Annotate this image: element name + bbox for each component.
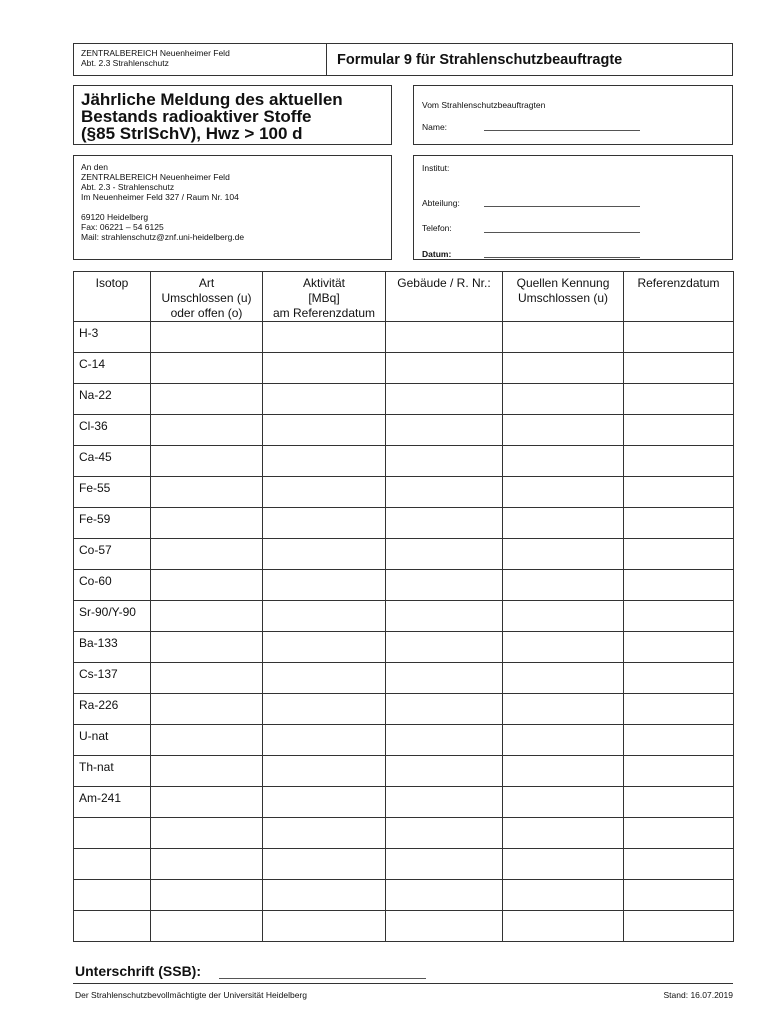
entry-cell[interactable]	[624, 384, 734, 415]
header-form-title-box	[326, 43, 733, 76]
entry-cell[interactable]	[624, 818, 734, 849]
entry-cell[interactable]	[503, 880, 624, 911]
entry-cell[interactable]	[624, 570, 734, 601]
isotope-cell: Th-nat	[74, 756, 151, 787]
column-header	[263, 272, 386, 322]
entry-cell[interactable]	[151, 415, 263, 446]
table-row	[74, 756, 734, 787]
isotope-cell: Ra-226	[74, 694, 151, 725]
column-header	[386, 272, 503, 322]
table-row	[74, 725, 734, 756]
entry-cell[interactable]	[503, 477, 624, 508]
column-header-line: Umschlossen (u)	[161, 291, 252, 305]
entry-cell[interactable]	[386, 570, 503, 601]
entry-cell[interactable]	[503, 539, 624, 570]
address-box	[73, 155, 392, 260]
table-row	[74, 477, 734, 508]
address-line5: 69120 Heidelberg	[81, 212, 149, 222]
title-line1: Jährliche Meldung des aktuellen	[81, 90, 343, 109]
address-line7: Mail: strahlenschutz@znf.uni-heidelberg.de	[81, 232, 245, 242]
table-row	[74, 322, 734, 353]
column-header-line: Quellen Kennung	[516, 276, 610, 290]
entry-cell[interactable]	[263, 570, 386, 601]
entry-cell[interactable]	[503, 446, 624, 477]
entry-cell[interactable]	[263, 601, 386, 632]
column-header-line: oder offen (o)	[170, 306, 243, 320]
entry-cell[interactable]	[624, 353, 734, 384]
address-line4: Im Neuenheimer Feld 327 / Raum Nr. 104	[81, 192, 239, 202]
from-label: Vom Strahlenschutzbeauftragten	[422, 100, 546, 110]
entry-cell[interactable]	[263, 818, 386, 849]
entry-cell[interactable]	[624, 539, 734, 570]
isotope-cell: Am-241	[74, 787, 151, 818]
isotope-table	[73, 271, 734, 942]
entry-cell[interactable]	[503, 508, 624, 539]
entry-cell[interactable]	[386, 477, 503, 508]
entry-cell[interactable]	[263, 694, 386, 725]
isotope-cell	[74, 911, 151, 942]
table-row	[74, 570, 734, 601]
datum-field[interactable]	[484, 257, 640, 258]
entry-cell[interactable]	[624, 880, 734, 911]
column-header	[74, 272, 151, 322]
entry-cell[interactable]	[151, 601, 263, 632]
entry-cell[interactable]	[624, 322, 734, 353]
entry-cell[interactable]	[263, 446, 386, 477]
entry-cell[interactable]	[624, 756, 734, 787]
entry-cell[interactable]	[386, 415, 503, 446]
entry-cell[interactable]	[151, 446, 263, 477]
column-header-line: Umschlossen (u)	[517, 291, 609, 305]
entry-cell[interactable]	[263, 880, 386, 911]
isotope-cell	[74, 818, 151, 849]
table-row	[74, 694, 734, 725]
entry-cell[interactable]	[263, 508, 386, 539]
from-box	[413, 85, 733, 145]
entry-cell[interactable]	[386, 911, 503, 942]
entry-cell[interactable]	[624, 911, 734, 942]
entry-cell[interactable]	[386, 322, 503, 353]
isotope-cell: Fe-55	[74, 477, 151, 508]
datum-label: Datum:	[422, 249, 452, 259]
column-header	[503, 272, 624, 322]
title-line2: Bestands radioaktiver Stoffe	[81, 107, 312, 126]
entry-cell[interactable]	[503, 849, 624, 880]
entry-cell[interactable]	[263, 725, 386, 756]
signature-label: Unterschrift (SSB):	[75, 963, 202, 979]
column-header-line: am Referenzdatum	[272, 306, 376, 320]
column-header	[151, 272, 263, 322]
entry-cell[interactable]	[386, 818, 503, 849]
entry-cell[interactable]	[503, 911, 624, 942]
entry-cell[interactable]	[624, 694, 734, 725]
entry-cell[interactable]	[151, 353, 263, 384]
entry-cell[interactable]	[263, 477, 386, 508]
entry-cell[interactable]	[151, 694, 263, 725]
entry-cell[interactable]	[386, 849, 503, 880]
entry-cell[interactable]	[386, 694, 503, 725]
column-header-line: [MBq]	[308, 291, 340, 305]
title-line3: (§85 StrlSchV), Hwz > 100 d	[81, 124, 303, 143]
isotope-cell: C-14	[74, 353, 151, 384]
entry-cell[interactable]	[263, 384, 386, 415]
entry-cell[interactable]	[624, 725, 734, 756]
entry-cell[interactable]	[151, 384, 263, 415]
entry-cell[interactable]	[386, 353, 503, 384]
entry-cell[interactable]	[624, 787, 734, 818]
header-org-line2: Abt. 2.3 Strahlenschutz	[81, 58, 169, 68]
entry-cell[interactable]	[386, 601, 503, 632]
telefon-label: Telefon:	[422, 223, 452, 233]
info-box	[413, 155, 733, 260]
table-row	[74, 911, 734, 942]
institut-label: Institut:	[422, 163, 450, 173]
entry-cell[interactable]	[386, 446, 503, 477]
isotope-cell: Cl-36	[74, 415, 151, 446]
entry-cell[interactable]	[624, 663, 734, 694]
entry-cell[interactable]	[263, 911, 386, 942]
entry-cell[interactable]	[386, 756, 503, 787]
column-header-line: Referenzdatum	[637, 276, 720, 290]
entry-cell[interactable]	[503, 384, 624, 415]
name-label: Name:	[422, 122, 448, 132]
entry-cell[interactable]	[624, 632, 734, 663]
address-line6: Fax: 06221 – 54 6125	[81, 222, 164, 232]
address-line3: Abt. 2.3 - Strahlenschutz	[81, 182, 175, 192]
isotope-cell: Ca-45	[74, 446, 151, 477]
entry-cell[interactable]	[503, 322, 624, 353]
isotope-cell: U-nat	[74, 725, 151, 756]
entry-cell[interactable]	[503, 570, 624, 601]
entry-cell[interactable]	[386, 663, 503, 694]
entry-cell[interactable]	[151, 322, 263, 353]
telefon-field[interactable]	[484, 232, 640, 233]
isotope-cell: Cs-137	[74, 663, 151, 694]
entry-cell[interactable]	[151, 849, 263, 880]
column-header	[624, 272, 734, 322]
table-row	[74, 818, 734, 849]
isotope-cell: Ba-133	[74, 632, 151, 663]
entry-cell[interactable]	[151, 880, 263, 911]
isotope-cell: Fe-59	[74, 508, 151, 539]
entry-cell[interactable]	[386, 539, 503, 570]
entry-cell[interactable]	[624, 601, 734, 632]
entry-cell[interactable]	[503, 725, 624, 756]
entry-cell[interactable]	[263, 787, 386, 818]
column-header-line: Art	[198, 276, 215, 290]
entry-cell[interactable]	[151, 911, 263, 942]
entry-cell[interactable]	[503, 663, 624, 694]
entry-cell[interactable]	[386, 725, 503, 756]
entry-cell[interactable]	[386, 632, 503, 663]
isotope-cell: Sr-90/Y-90	[74, 601, 151, 632]
entry-cell[interactable]	[151, 787, 263, 818]
table-row	[74, 663, 734, 694]
entry-cell[interactable]	[151, 570, 263, 601]
table-row	[74, 508, 734, 539]
entry-cell[interactable]	[151, 756, 263, 787]
header-org-line1: ZENTRALBEREICH Neuenheimer Feld	[81, 48, 230, 58]
column-header-line: Gebäude / R. Nr.:	[397, 276, 491, 290]
table-row	[74, 384, 734, 415]
isotope-cell	[74, 849, 151, 880]
entry-cell[interactable]	[624, 477, 734, 508]
title-box	[73, 85, 392, 145]
entry-cell[interactable]	[263, 849, 386, 880]
entry-cell[interactable]	[263, 756, 386, 787]
table-row	[74, 415, 734, 446]
table-header-row	[74, 272, 734, 322]
table-row	[74, 787, 734, 818]
entry-cell[interactable]	[263, 632, 386, 663]
entry-cell[interactable]	[503, 694, 624, 725]
entry-cell[interactable]	[263, 353, 386, 384]
entry-cell[interactable]	[624, 446, 734, 477]
entry-cell[interactable]	[503, 632, 624, 663]
table-row	[74, 632, 734, 663]
entry-cell[interactable]	[386, 787, 503, 818]
entry-cell[interactable]	[386, 880, 503, 911]
entry-cell[interactable]	[624, 849, 734, 880]
entry-cell[interactable]	[263, 663, 386, 694]
table-row	[74, 849, 734, 880]
table-row	[74, 353, 734, 384]
entry-cell[interactable]	[151, 539, 263, 570]
entry-cell[interactable]	[386, 508, 503, 539]
abteilung-label: Abteilung:	[422, 198, 460, 208]
table-row	[74, 880, 734, 911]
entry-cell[interactable]	[503, 818, 624, 849]
entry-cell[interactable]	[263, 539, 386, 570]
abteilung-field[interactable]	[484, 206, 640, 207]
entry-cell[interactable]	[386, 384, 503, 415]
column-header-line: Aktivität	[302, 276, 345, 290]
table-row	[74, 601, 734, 632]
column-header-line: Isotop	[95, 276, 129, 290]
entry-cell[interactable]	[503, 415, 624, 446]
table-row	[74, 446, 734, 477]
address-line1: An den	[81, 162, 108, 172]
entry-cell[interactable]	[503, 353, 624, 384]
signature-field[interactable]	[219, 978, 426, 979]
entry-cell[interactable]	[151, 663, 263, 694]
entry-cell[interactable]	[151, 818, 263, 849]
name-field[interactable]	[484, 130, 640, 131]
entry-cell[interactable]	[503, 756, 624, 787]
table-row	[74, 539, 734, 570]
address-line2: ZENTRALBEREICH Neuenheimer Feld	[81, 172, 230, 182]
isotope-cell: Na-22	[74, 384, 151, 415]
isotope-cell	[74, 880, 151, 911]
entry-cell[interactable]	[263, 415, 386, 446]
footer-rule	[73, 983, 733, 984]
entry-cell[interactable]	[263, 322, 386, 353]
footer-right: Stand: 16.07.2019	[663, 990, 733, 1000]
footer-left: Der Strahlenschutzbevollmächtigte der Universität Heidelberg	[75, 990, 307, 1000]
isotope-cell: Co-60	[74, 570, 151, 601]
entry-cell[interactable]	[503, 787, 624, 818]
entry-cell[interactable]	[151, 508, 263, 539]
entry-cell[interactable]	[151, 632, 263, 663]
entry-cell[interactable]	[151, 725, 263, 756]
header-org-box	[73, 43, 327, 76]
isotope-cell: Co-57	[74, 539, 151, 570]
entry-cell[interactable]	[151, 477, 263, 508]
form-title: Formular 9 für Strahlenschutzbeauftragte	[337, 52, 623, 68]
isotope-cell: H-3	[74, 322, 151, 353]
entry-cell[interactable]	[503, 601, 624, 632]
entry-cell[interactable]	[624, 508, 734, 539]
entry-cell[interactable]	[624, 415, 734, 446]
